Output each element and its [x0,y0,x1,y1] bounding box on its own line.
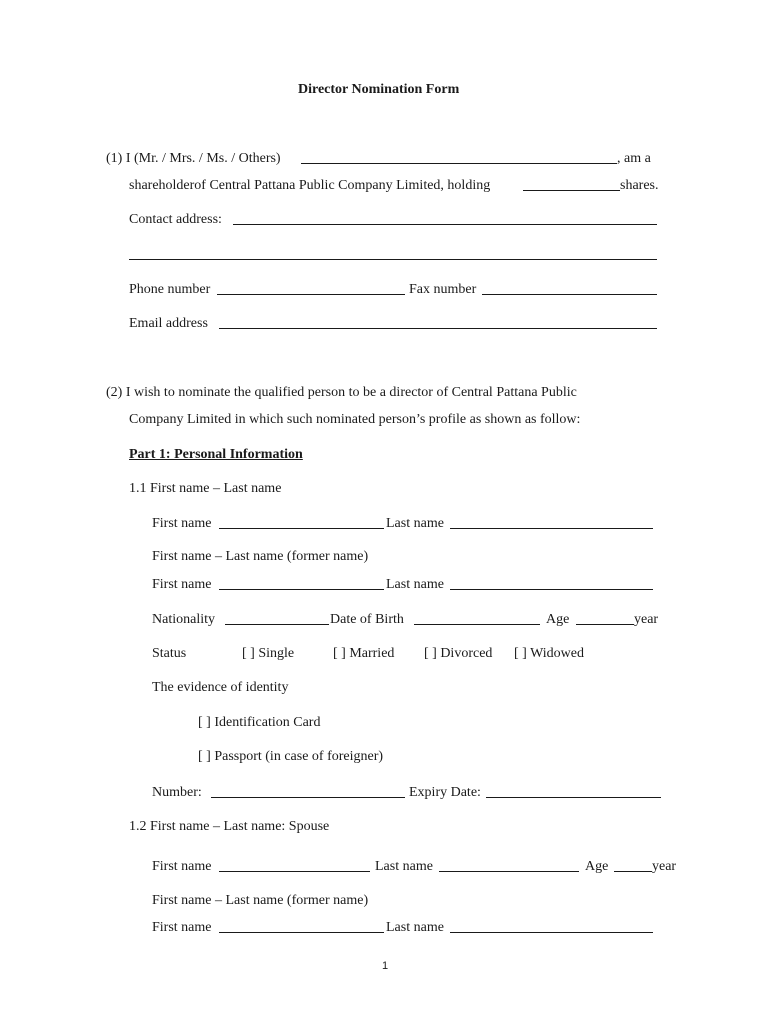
spouse-former-first-name-blank[interactable] [219,932,384,933]
spouse-former-last-name-label: Last name [386,920,444,935]
phone-label: Phone number [129,282,211,297]
am-a-text: , am a [617,151,651,166]
former-first-name-blank[interactable] [219,589,384,590]
spouse-former-first-name-label: First name [152,920,212,935]
last-name-blank[interactable] [450,528,653,529]
s2-line2: Company Limited in which such nominated person’s profile as shown as follow: [129,412,581,427]
page-number: 1 [382,960,389,972]
part1-heading: Part 1: Personal Information [129,447,303,462]
name-blank[interactable] [301,163,617,164]
age-blank[interactable] [576,624,634,625]
spouse-text: : Spouse [281,819,330,834]
fax-label: Fax number [409,282,477,297]
spouse-last-name-blank[interactable] [439,871,579,872]
spouse-former-last-name-blank[interactable] [450,932,653,933]
evidence-label: The evidence of identity [152,680,289,695]
fax-blank[interactable] [482,294,657,295]
sub12-label [129,818,329,836]
dob-blank[interactable] [414,624,540,625]
former-last-name-blank[interactable] [450,589,653,590]
phone-blank[interactable] [217,294,405,295]
nationality-blank[interactable] [225,624,329,625]
status-single-checkbox[interactable]: [ ] Single [242,646,295,661]
email-blank[interactable] [219,328,657,329]
email-label: Email address [129,316,208,331]
spouse-last-name-label: Last name [375,859,433,874]
status-widowed-checkbox[interactable]: [ ] Widowed [514,646,584,661]
number-blank[interactable] [211,797,405,798]
intro-label: (1) I (Mr. / Mrs. / Ms. / Others) [106,151,281,166]
contact-label: Contact address: [129,212,222,227]
former-last-name-label: Last name [386,577,444,592]
age-label: Age [546,612,570,627]
year-label: year [634,612,659,627]
dob-label: Date of Birth [330,612,404,627]
spouse-former-name-label: First name – Last name (former name) [152,893,369,908]
sub11-label: 1.1 First name – Last name [129,481,282,496]
spouse-year-label: year [652,859,677,874]
sub12-text: 1.2 First name – Last name [129,819,282,834]
spouse-first-name-blank[interactable] [219,871,370,872]
nationality-label: Nationality [152,612,215,627]
former-first-name-label: First name [152,577,212,592]
last-name-label: Last name [386,516,444,531]
id-card-checkbox[interactable]: [ ] Identification Card [198,715,321,730]
first-name-label: First name [152,516,212,531]
s2-line1: (2) I wish to nominate the qualified person to be a director of Central Pattana Public [106,385,577,400]
spouse-age-blank[interactable] [614,871,652,872]
form-title: Director Nomination Form [298,82,460,97]
spouse-first-name-label: First name [152,859,212,874]
former-name-label: First name – Last name (former name) [152,549,369,564]
contact-blank-2[interactable] [129,259,657,260]
shares-text: shares. [620,178,659,193]
status-divorced-checkbox[interactable]: [ ] Divorced [424,646,493,661]
first-name-blank[interactable] [219,528,384,529]
passport-checkbox[interactable]: [ ] Passport (in case of foreigner) [198,749,384,764]
spouse-age-label: Age [585,859,609,874]
expiry-label: Expiry Date: [409,785,481,800]
number-label: Number: [152,785,202,800]
status-married-checkbox[interactable]: [ ] Married [333,646,395,661]
contact-blank-1[interactable] [233,224,657,225]
shares-blank[interactable] [523,190,620,191]
expiry-blank[interactable] [486,797,661,798]
shareholder-text: shareholderof Central Pattana Public Company Limited, holding [129,178,491,193]
status-label: Status [152,646,187,661]
